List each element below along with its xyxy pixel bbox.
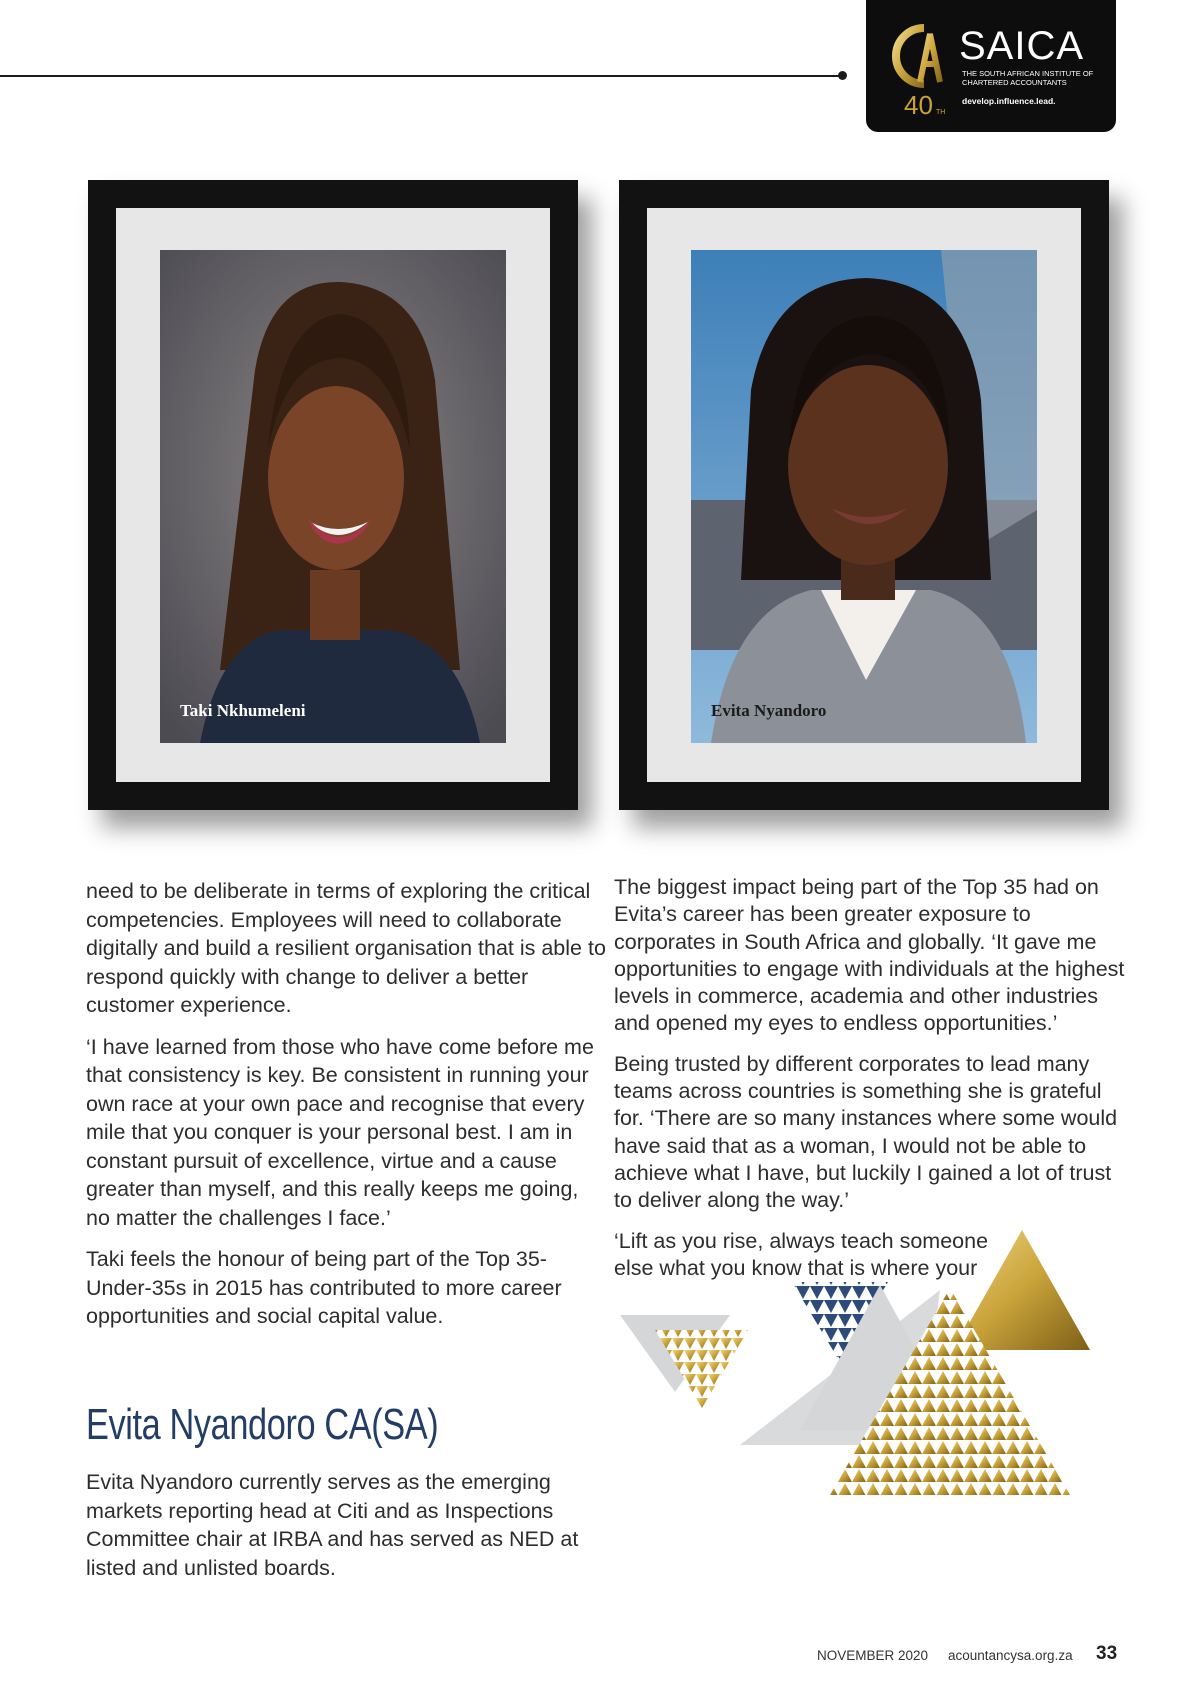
anniversary-suffix: TH (936, 109, 946, 116)
paragraph: Taki feels the honour of being part of the Top 35-Under-35s in 2015 has contributed to more career opportunities and social capital value. (86, 1247, 562, 1328)
page-number: 33 (1096, 1643, 1118, 1664)
logo-tagline: develop.influence.lead. (962, 96, 1056, 106)
caption-evita: Evita Nyandoro (711, 701, 827, 720)
logo-subtitle: THE SOUTH AFRICAN INSTITUTE OF CHARTERED ACCOUNTANTS (962, 69, 1094, 87)
caption-taki: Taki Nkhumeleni (180, 701, 306, 720)
paragraph: ‘I have learned from those who have come before me that consistency is key. Be consistent in running your own race at your own pace and recognise that every mile that you conquer is your personal best. I am in constant pursuit of excellence, virtue and a cause greater than myself, and this really keeps me going, no matter the challenges I face.’ (86, 1034, 594, 1230)
footer-website[interactable]: acountancysa.org.za (948, 1648, 1073, 1663)
portrait-illustration (691, 250, 1037, 743)
section-bio: Evita Nyandoro currently serves as the emerging markets reporting head at Citi and as Inspections Committee chair at IRBA and has served as NED at listed and unlisted boards. (86, 1470, 579, 1580)
anniversary-number: 40 (904, 90, 933, 120)
saica-logo (866, 0, 1116, 132)
portrait-evita-nyandoro (691, 250, 1037, 743)
paragraph: Being trusted by different corporates to lead many teams across countries is something she is grateful for. ‘There are so many instances where some would have said that as a woman, I would not be able to achieve what I have, but luckily I gained a lot of trust to deliver along the way.’ (614, 1051, 1118, 1213)
article-left-column (86, 877, 606, 1344)
paragraph: need to be deliberate in terms of exploring the critical competencies. Employees will need to collaborate digitally and build a resilient organisation that is able to respond quickly with change to deliver a better customer experience. (86, 879, 606, 1017)
photo-frame-evita (619, 180, 1109, 810)
portrait-taki-nkhumeleni (160, 250, 506, 743)
footer-issue-date: NOVEMBER 2020 (817, 1648, 929, 1663)
header-rule (0, 75, 842, 77)
photo-frame-taki (88, 180, 578, 810)
paragraph: The biggest impact being part of the Top 35 had on Evita’s career has been greater exposure to corporates in South Africa and globally. ‘It gave me opportunities to engage with individuals at the highest levels in commerce, academia and other industries and opened my eyes to endless opportunities.’ (614, 875, 1125, 1036)
section-heading: Evita Nyandoro CA(SA) (86, 1400, 439, 1449)
paragraph: ‘Lift as you rise, always teach someone else what you know that is where your (614, 1228, 989, 1280)
header-rule-dot (838, 71, 847, 80)
logo-name: SAICA (959, 24, 1085, 68)
portrait-illustration (160, 250, 506, 743)
ca-40th-emblem (884, 22, 954, 120)
decorative-triangles (600, 1230, 1180, 1620)
